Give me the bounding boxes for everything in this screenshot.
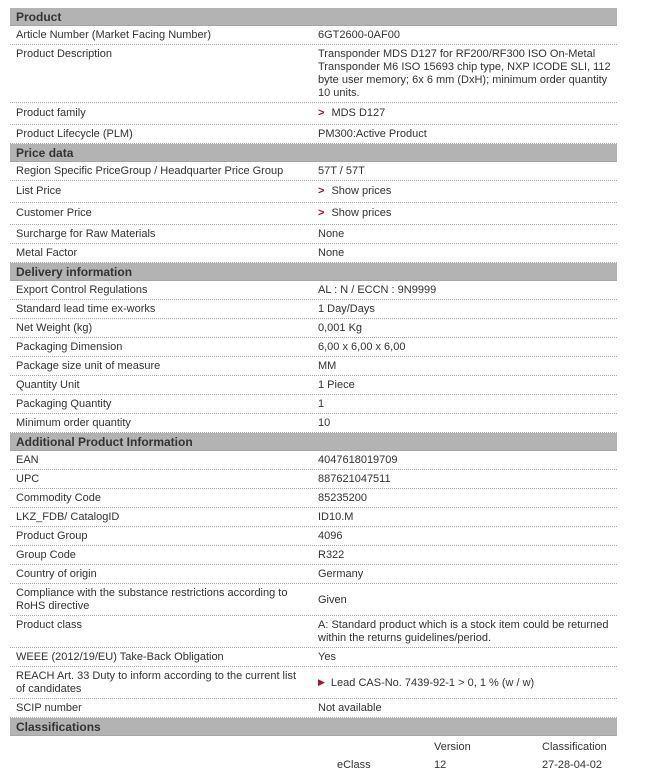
row-label: Product family — [16, 107, 86, 119]
row-value — [312, 357, 617, 375]
table-row — [10, 300, 617, 319]
section-header: Product — [10, 8, 617, 26]
table-row — [10, 203, 617, 225]
row-value-content — [318, 247, 344, 260]
row-value-content — [318, 454, 398, 467]
row-value-content — [318, 568, 363, 581]
row-label: Article Number (Market Facing Number) — [16, 29, 211, 41]
row-value — [312, 616, 617, 647]
row-value — [312, 338, 617, 356]
row-value — [312, 244, 617, 262]
row-value — [312, 414, 617, 432]
row-label: Product class — [16, 619, 83, 631]
row-value-content — [318, 677, 534, 690]
row-label: WEEE (2012/19/EU) Take-Back Obligation — [16, 651, 224, 663]
row-value — [312, 648, 617, 666]
triangle-right-icon — [318, 677, 331, 690]
row-value — [312, 674, 617, 692]
row-value — [312, 565, 617, 583]
row-value-text: 887621047511 — [318, 473, 391, 485]
row-value-content — [318, 284, 436, 297]
row-value-text: Yes — [318, 651, 336, 663]
row-value-text: 4047618019709 — [318, 454, 398, 466]
row-value — [312, 546, 617, 564]
row-value — [312, 451, 617, 469]
row-value — [312, 203, 617, 224]
row-label: UPC — [16, 473, 40, 485]
section-header-classifications: Classifications — [10, 718, 617, 736]
table-row — [10, 414, 617, 433]
table-row — [10, 565, 617, 584]
row-value-content — [318, 511, 353, 524]
table-row — [10, 648, 617, 667]
row-value-text: PM300:Active Product — [318, 128, 427, 140]
row-value-text: Lead CAS-No. 7439-92-1 > 0, 1 % (w / w) — [330, 676, 535, 689]
table-row — [10, 451, 617, 470]
row-label: Quantity Unit — [16, 379, 80, 391]
row-value-text: 0,001 Kg — [318, 322, 363, 334]
row-value-content — [318, 530, 342, 543]
row-label: Customer Price — [16, 207, 92, 219]
table-row — [10, 546, 617, 565]
row-value-text: None — [318, 247, 345, 259]
table-row — [10, 527, 617, 546]
product-family-link[interactable] — [318, 107, 385, 120]
table-row — [10, 319, 617, 338]
row-value — [312, 319, 617, 337]
row-label: Commodity Code — [16, 492, 101, 504]
row-value — [312, 527, 617, 545]
customer-price-show-prices-link[interactable] — [318, 207, 391, 220]
row-value — [312, 162, 617, 180]
row-label: Standard lead time ex-works — [16, 303, 156, 315]
row-value-content — [318, 128, 427, 141]
row-label: Metal Factor — [16, 247, 78, 259]
table-row — [10, 616, 617, 648]
row-value-content — [318, 398, 324, 411]
sections-host — [10, 8, 617, 718]
row-label: Packaging Quantity — [16, 398, 112, 410]
row-label: LKZ_FDB/ CatalogID — [16, 511, 120, 523]
row-value-text: Not available — [318, 702, 382, 714]
row-value — [312, 225, 617, 243]
classification-column-header: Classification — [542, 741, 607, 753]
row-value-text: 6GT2600-0AF00 — [318, 29, 400, 41]
row-value — [312, 103, 617, 124]
row-value-content — [318, 341, 405, 354]
table-row — [10, 489, 617, 508]
row-value-text: None — [318, 228, 345, 240]
row-value-content — [318, 165, 365, 178]
table-row — [10, 508, 617, 527]
table-row — [10, 470, 617, 489]
row-value — [312, 45, 617, 102]
row-value — [312, 181, 617, 202]
row-value — [312, 300, 617, 318]
classifications-name-header — [337, 741, 434, 754]
list-price-show-prices-link[interactable] — [318, 185, 391, 198]
row-label: Export Control Regulations — [16, 284, 148, 296]
row-value-text: Show prices — [331, 185, 392, 197]
table-row — [10, 395, 617, 414]
row-label: Product Description — [16, 48, 112, 60]
row-value-text: Germany — [318, 568, 364, 580]
chevron-right-icon — [318, 107, 331, 120]
row-value — [312, 376, 617, 394]
row-value-text: Show prices — [331, 207, 392, 219]
row-label: Surcharge for Raw Materials — [16, 228, 156, 240]
row-value-text: 1 — [318, 398, 325, 410]
version-column-header: Version — [434, 741, 471, 753]
product-data-table — [10, 8, 617, 772]
row-value-content — [318, 492, 367, 505]
row-value — [312, 508, 617, 526]
section-header: Price data — [10, 144, 617, 162]
row-label: REACH Art. 33 Duty to inform according to the current list of candidates — [16, 670, 297, 695]
table-row — [10, 584, 617, 616]
chevron-right-icon — [318, 185, 331, 198]
row-value-text: ID10.M — [318, 511, 354, 523]
chevron-right-icon — [318, 207, 331, 220]
table-row — [10, 125, 617, 144]
row-value-text: 57T / 57T — [318, 165, 365, 177]
table-row — [10, 103, 617, 125]
row-value-text: R322 — [318, 549, 345, 561]
table-row — [10, 244, 617, 263]
row-value-text: 1 Day/Days — [318, 303, 375, 315]
row-value-text: 6,00 x 6,00 x 6,00 — [318, 341, 406, 353]
classifications-spacer — [10, 741, 337, 754]
row-value-content — [318, 619, 613, 645]
row-value-text: MM — [318, 360, 337, 372]
table-row — [10, 26, 617, 45]
row-label: Packaging Dimension — [16, 341, 123, 353]
table-row — [10, 357, 617, 376]
row-value — [312, 489, 617, 507]
classification-code: 27-28-04-02 — [542, 759, 602, 771]
row-label: Product Lifecycle (PLM) — [16, 128, 133, 140]
classification-name: eClass — [337, 759, 371, 771]
row-label: Region Specific PriceGroup / Headquarter Price Group — [16, 165, 284, 177]
row-value-content — [318, 29, 400, 42]
row-value-content — [318, 651, 336, 664]
row-value-content — [318, 549, 344, 562]
row-value — [312, 26, 617, 44]
row-value-text: MDS D127 — [331, 107, 386, 119]
row-value-text: 85235200 — [318, 492, 367, 504]
table-row — [10, 338, 617, 357]
row-label: SCIP number — [16, 702, 82, 714]
row-value — [312, 281, 617, 299]
row-value-content — [318, 228, 344, 241]
row-value — [312, 699, 617, 717]
row-value-content — [318, 360, 336, 373]
row-label: Group Code — [16, 549, 76, 561]
row-value-text: 10 — [318, 417, 331, 429]
row-value-content — [318, 417, 330, 430]
table-row — [10, 162, 617, 181]
row-value-content — [318, 379, 355, 392]
row-label: Compliance with the substance restrictions according to RoHS directive — [16, 587, 288, 612]
classifications-header-row — [10, 736, 617, 754]
row-value-text: Given — [318, 593, 347, 606]
section-header: Additional Product Information — [10, 433, 617, 451]
table-row — [10, 699, 617, 718]
row-label: Country of origin — [16, 568, 97, 580]
table-row — [10, 376, 617, 395]
row-label: List Price — [16, 185, 62, 197]
row-value-content — [318, 48, 613, 100]
row-value — [312, 591, 617, 609]
row-label: Package size unit of measure — [16, 360, 161, 372]
table-row — [10, 225, 617, 244]
table-row — [10, 667, 617, 699]
row-label: Product Group — [16, 530, 88, 542]
table-row — [10, 281, 617, 300]
row-label: Minimum order quantity — [16, 417, 131, 429]
row-value-text: AL : N / ECCN : 9N9999 — [318, 284, 437, 296]
row-value-text: Transponder MDS D127 for RF200/RF300 ISO On-Metal Transponder M6 ISO 15693 chip type, NXP ICODE SLI, 112 byte user memory; 6x 6 mm (DxH); minimum order quantity 10 units. — [318, 48, 611, 99]
row-value-text: 1 Piece — [318, 379, 355, 391]
row-value-content — [318, 594, 347, 607]
classification-version: 12 — [434, 759, 447, 771]
row-value — [312, 125, 617, 143]
table-row — [10, 181, 617, 203]
table-row — [10, 45, 617, 103]
row-label: EAN — [16, 454, 39, 466]
row-value-content — [318, 303, 375, 316]
section-header: Delivery information — [10, 263, 617, 281]
row-value — [312, 395, 617, 413]
row-label: Net Weight (kg) — [16, 322, 93, 334]
row-value-content — [318, 473, 391, 486]
row-value-content — [318, 702, 382, 715]
row-value-content — [318, 322, 362, 335]
row-value-text: A: Standard product which is a stock item could be returned within the returns guidelines/period. — [318, 619, 609, 644]
row-value-text: 4096 — [318, 530, 343, 542]
classifications-spacer — [10, 759, 337, 772]
row-value — [312, 470, 617, 488]
classification-row — [10, 754, 617, 772]
